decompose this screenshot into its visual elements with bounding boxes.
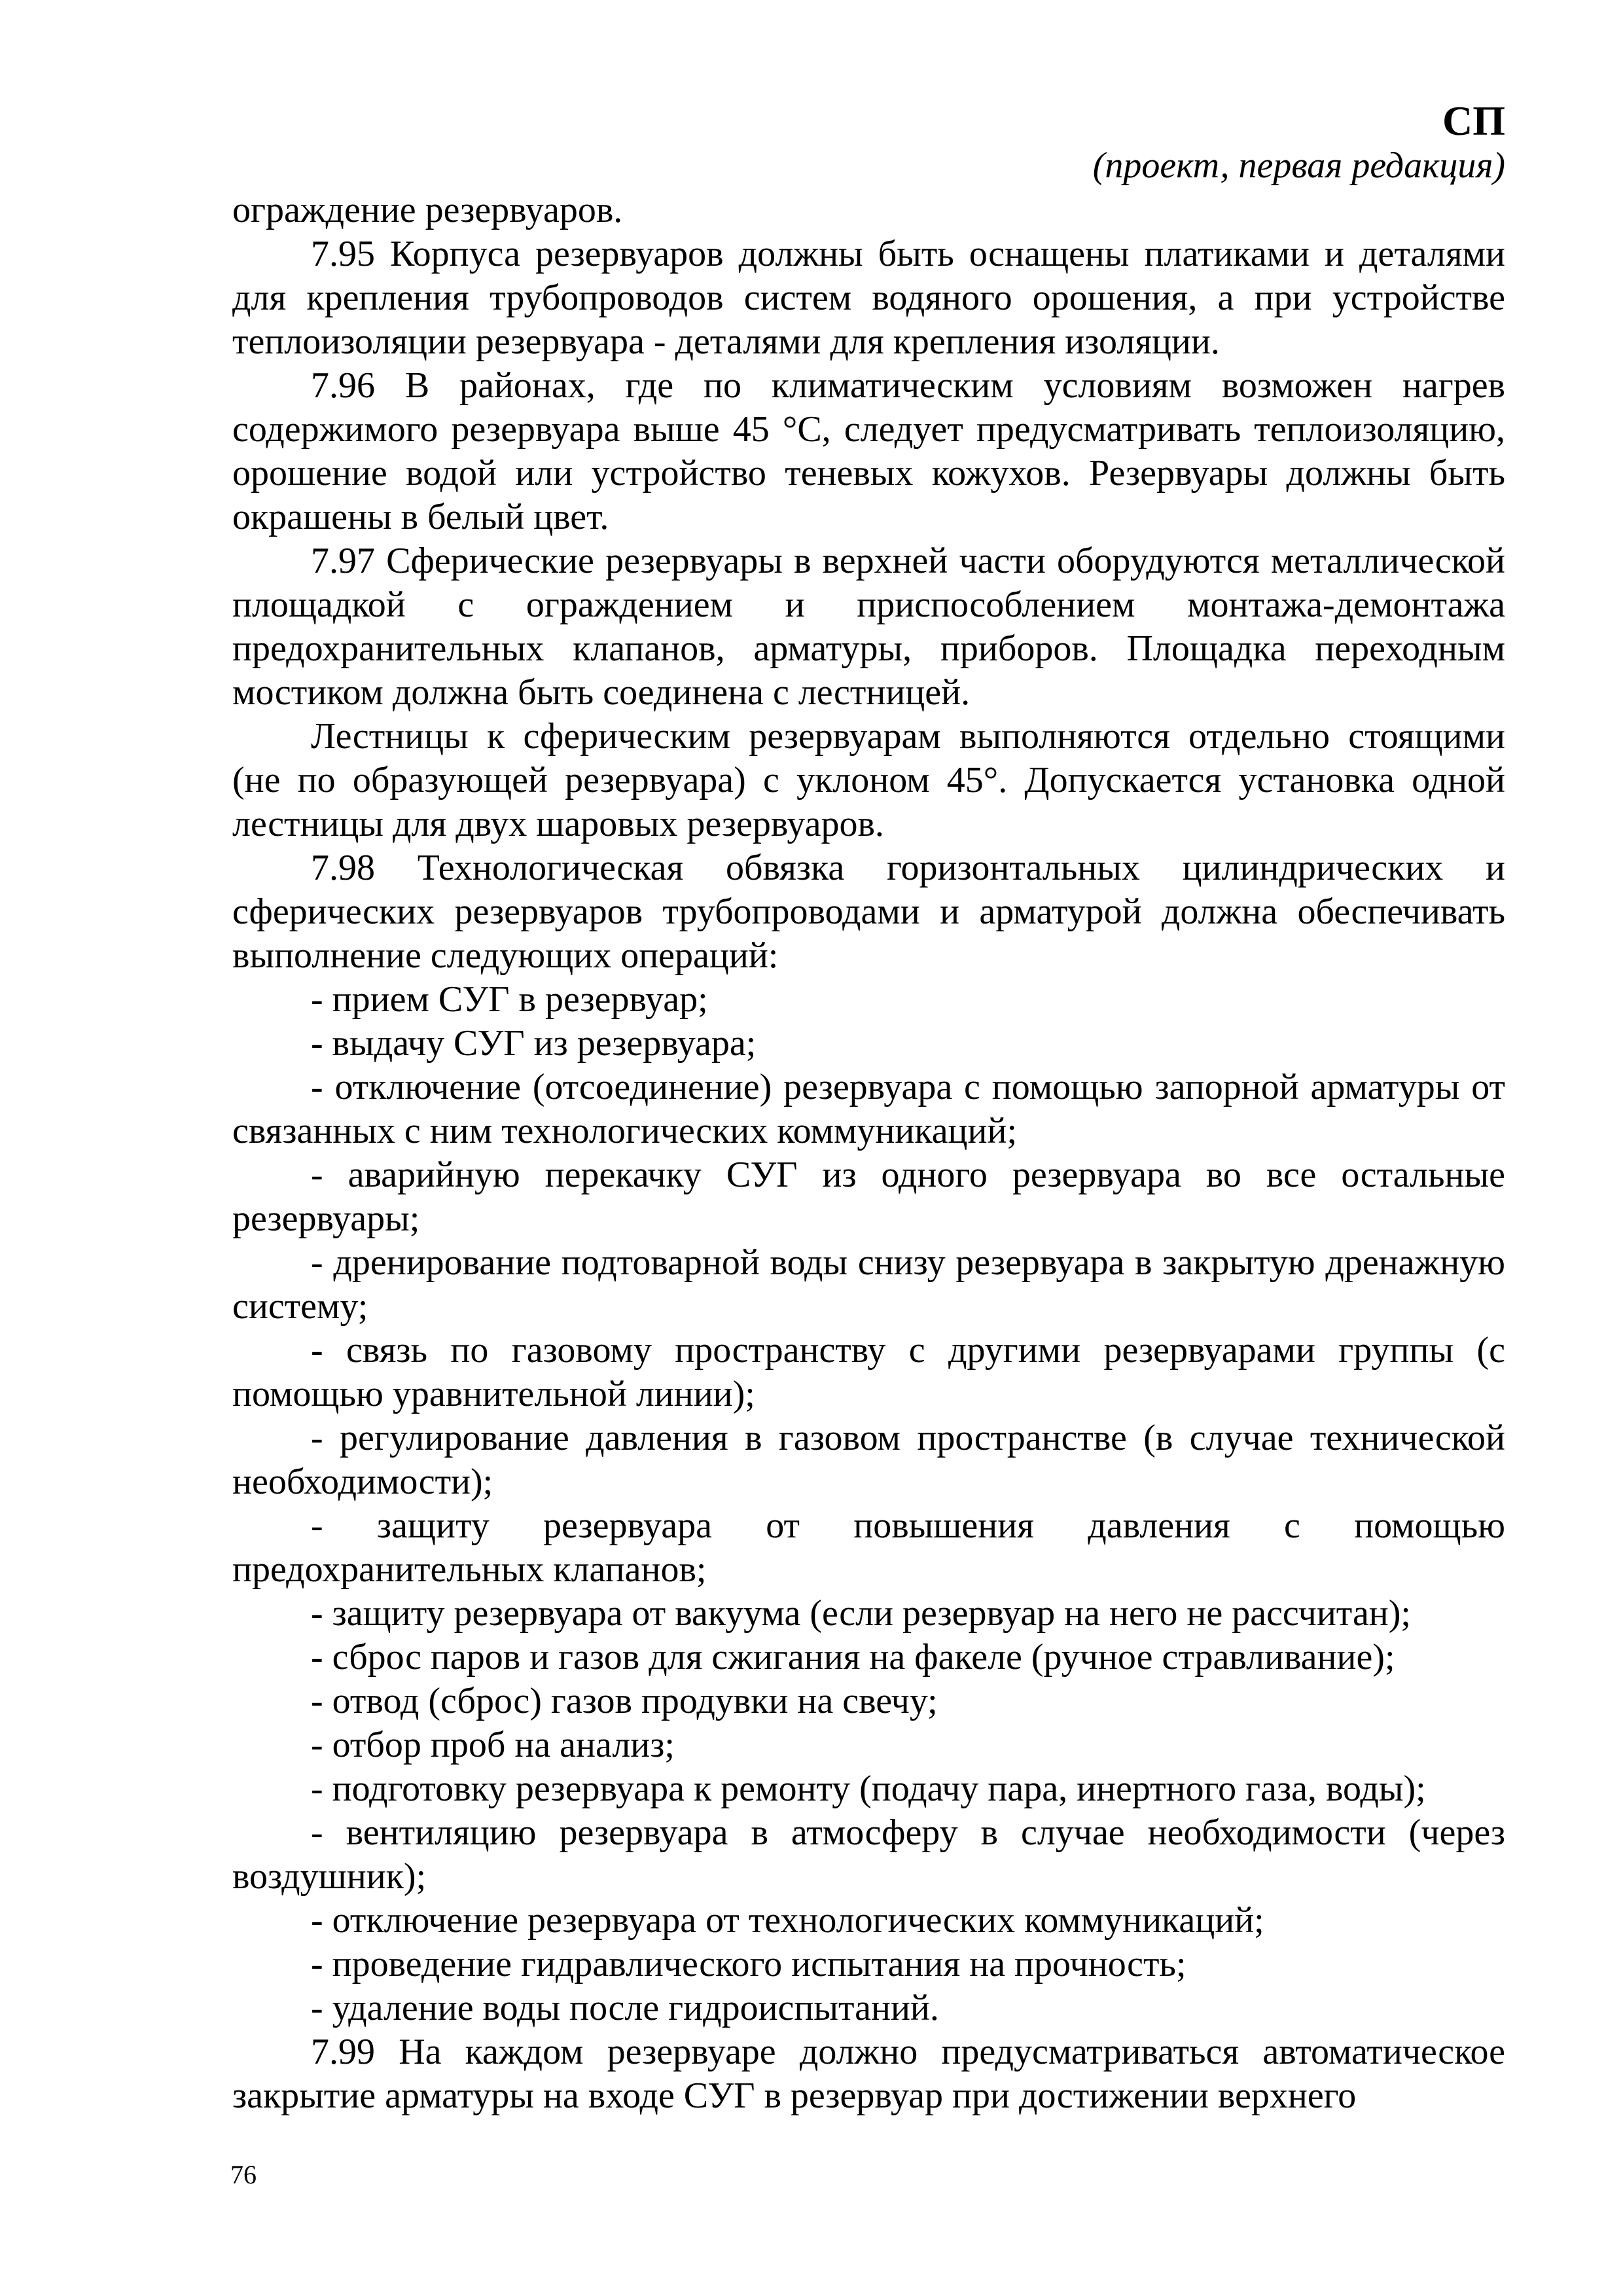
paragraph: 7.95 Корпуса резервуаров должны быть оснащены платиками и деталями для крепления трубопроводов систем водяного орошения, а при устройстве теплоизоляции резервуара - деталями для крепления изоляции.: [232, 234, 1505, 362]
paragraph: 7.99 На каждом резервуаре должно предусматриваться автоматическое закрытие арматуры на входе СУГ в резервуар при достижении верхнего: [232, 2032, 1505, 2116]
list-item: - отключение (отсоединение) резервуара с помощью запорной арматуры от связанных с ним технологических коммуникаций;: [232, 1067, 1505, 1151]
document-code: СП: [1442, 98, 1505, 144]
paragraph: Лестницы к сферическим резервуарам выполняются отдельно стоящими (не по образующей резервуара) с уклоном 45°. Допускается установка одной лестницы для двух шаровых резервуаров.: [232, 716, 1505, 844]
list-item: - сброс паров и газов для сжигания на факеле (ручное стравливание);: [311, 1637, 1395, 1677]
paragraph: 7.97 Сферические резервуары в верхней части оборудуются металлической площадкой с ограждением и приспособлением монтажа-демонтажа предохранительных клапанов, арматуры, приборов. Площадка переходным мостиком должна быть соединена с лестницей.: [232, 541, 1505, 713]
list-item: - отключение резервуара от технологических коммуникаций;: [311, 1900, 1264, 1941]
list-item: - подготовку резервуара к ремонту (подачу пара, инертного газа, воды);: [311, 1768, 1426, 1809]
document-body: [232, 188, 1505, 2118]
list-item: - отбор проб на анализ;: [311, 1725, 675, 1765]
list-item: - аварийную перекачку СУГ из одного резервуара во все остальные резервуары;: [232, 1155, 1505, 1239]
list-item: - прием СУГ в резервуар;: [311, 979, 708, 1020]
list-item: - регулирование давления в газовом пространстве (в случае технической необходимости);: [232, 1418, 1505, 1502]
list-item: - вентиляцию резервуара в атмосферу в случае необходимости (через воздушник);: [232, 1812, 1505, 1897]
page-number: 76: [230, 2160, 257, 2189]
list-item: - выдачу СУГ из резервуара;: [311, 1023, 757, 1064]
paragraph: 7.98 Технологическая обвязка горизонтальных цилиндрических и сферических резервуаров трубопроводами и арматурой должна обеспечивать выполнение следующих операций:: [232, 848, 1505, 976]
paragraph: ограждение резервуаров.: [232, 190, 623, 230]
list-item: - защиту резервуара от вакуума (если резервуар на него не рассчитан);: [311, 1593, 1411, 1634]
paragraph: 7.96 В районах, где по климатическим условиям возможен нагрев содержимого резервуара выше 45 °С, следует предусматривать теплоизоляцию, орошение водой или устройство теневых кожухов. Резервуары должны быть окрашены в белый цвет.: [232, 365, 1505, 537]
list-item: - дренирование подтоварной воды снизу резервуара в закрытую дренажную систему;: [232, 1242, 1505, 1327]
list-item: - защиту резервуара от повышения давления с помощью предохранительных клапанов;: [232, 1505, 1505, 1590]
document-edition-note: (проект, первая редакция): [1092, 145, 1505, 186]
list-item: - отвод (сброс) газов продувки на свечу;: [311, 1681, 938, 1721]
list-item: - связь по газовому пространству с другими резервуарами группы (с помощью уравнительной линии);: [232, 1330, 1505, 1414]
list-item: - удаление воды после гидроиспытаний.: [311, 1988, 939, 2028]
list-item: - проведение гидравлического испытания на прочность;: [311, 1944, 1186, 1984]
